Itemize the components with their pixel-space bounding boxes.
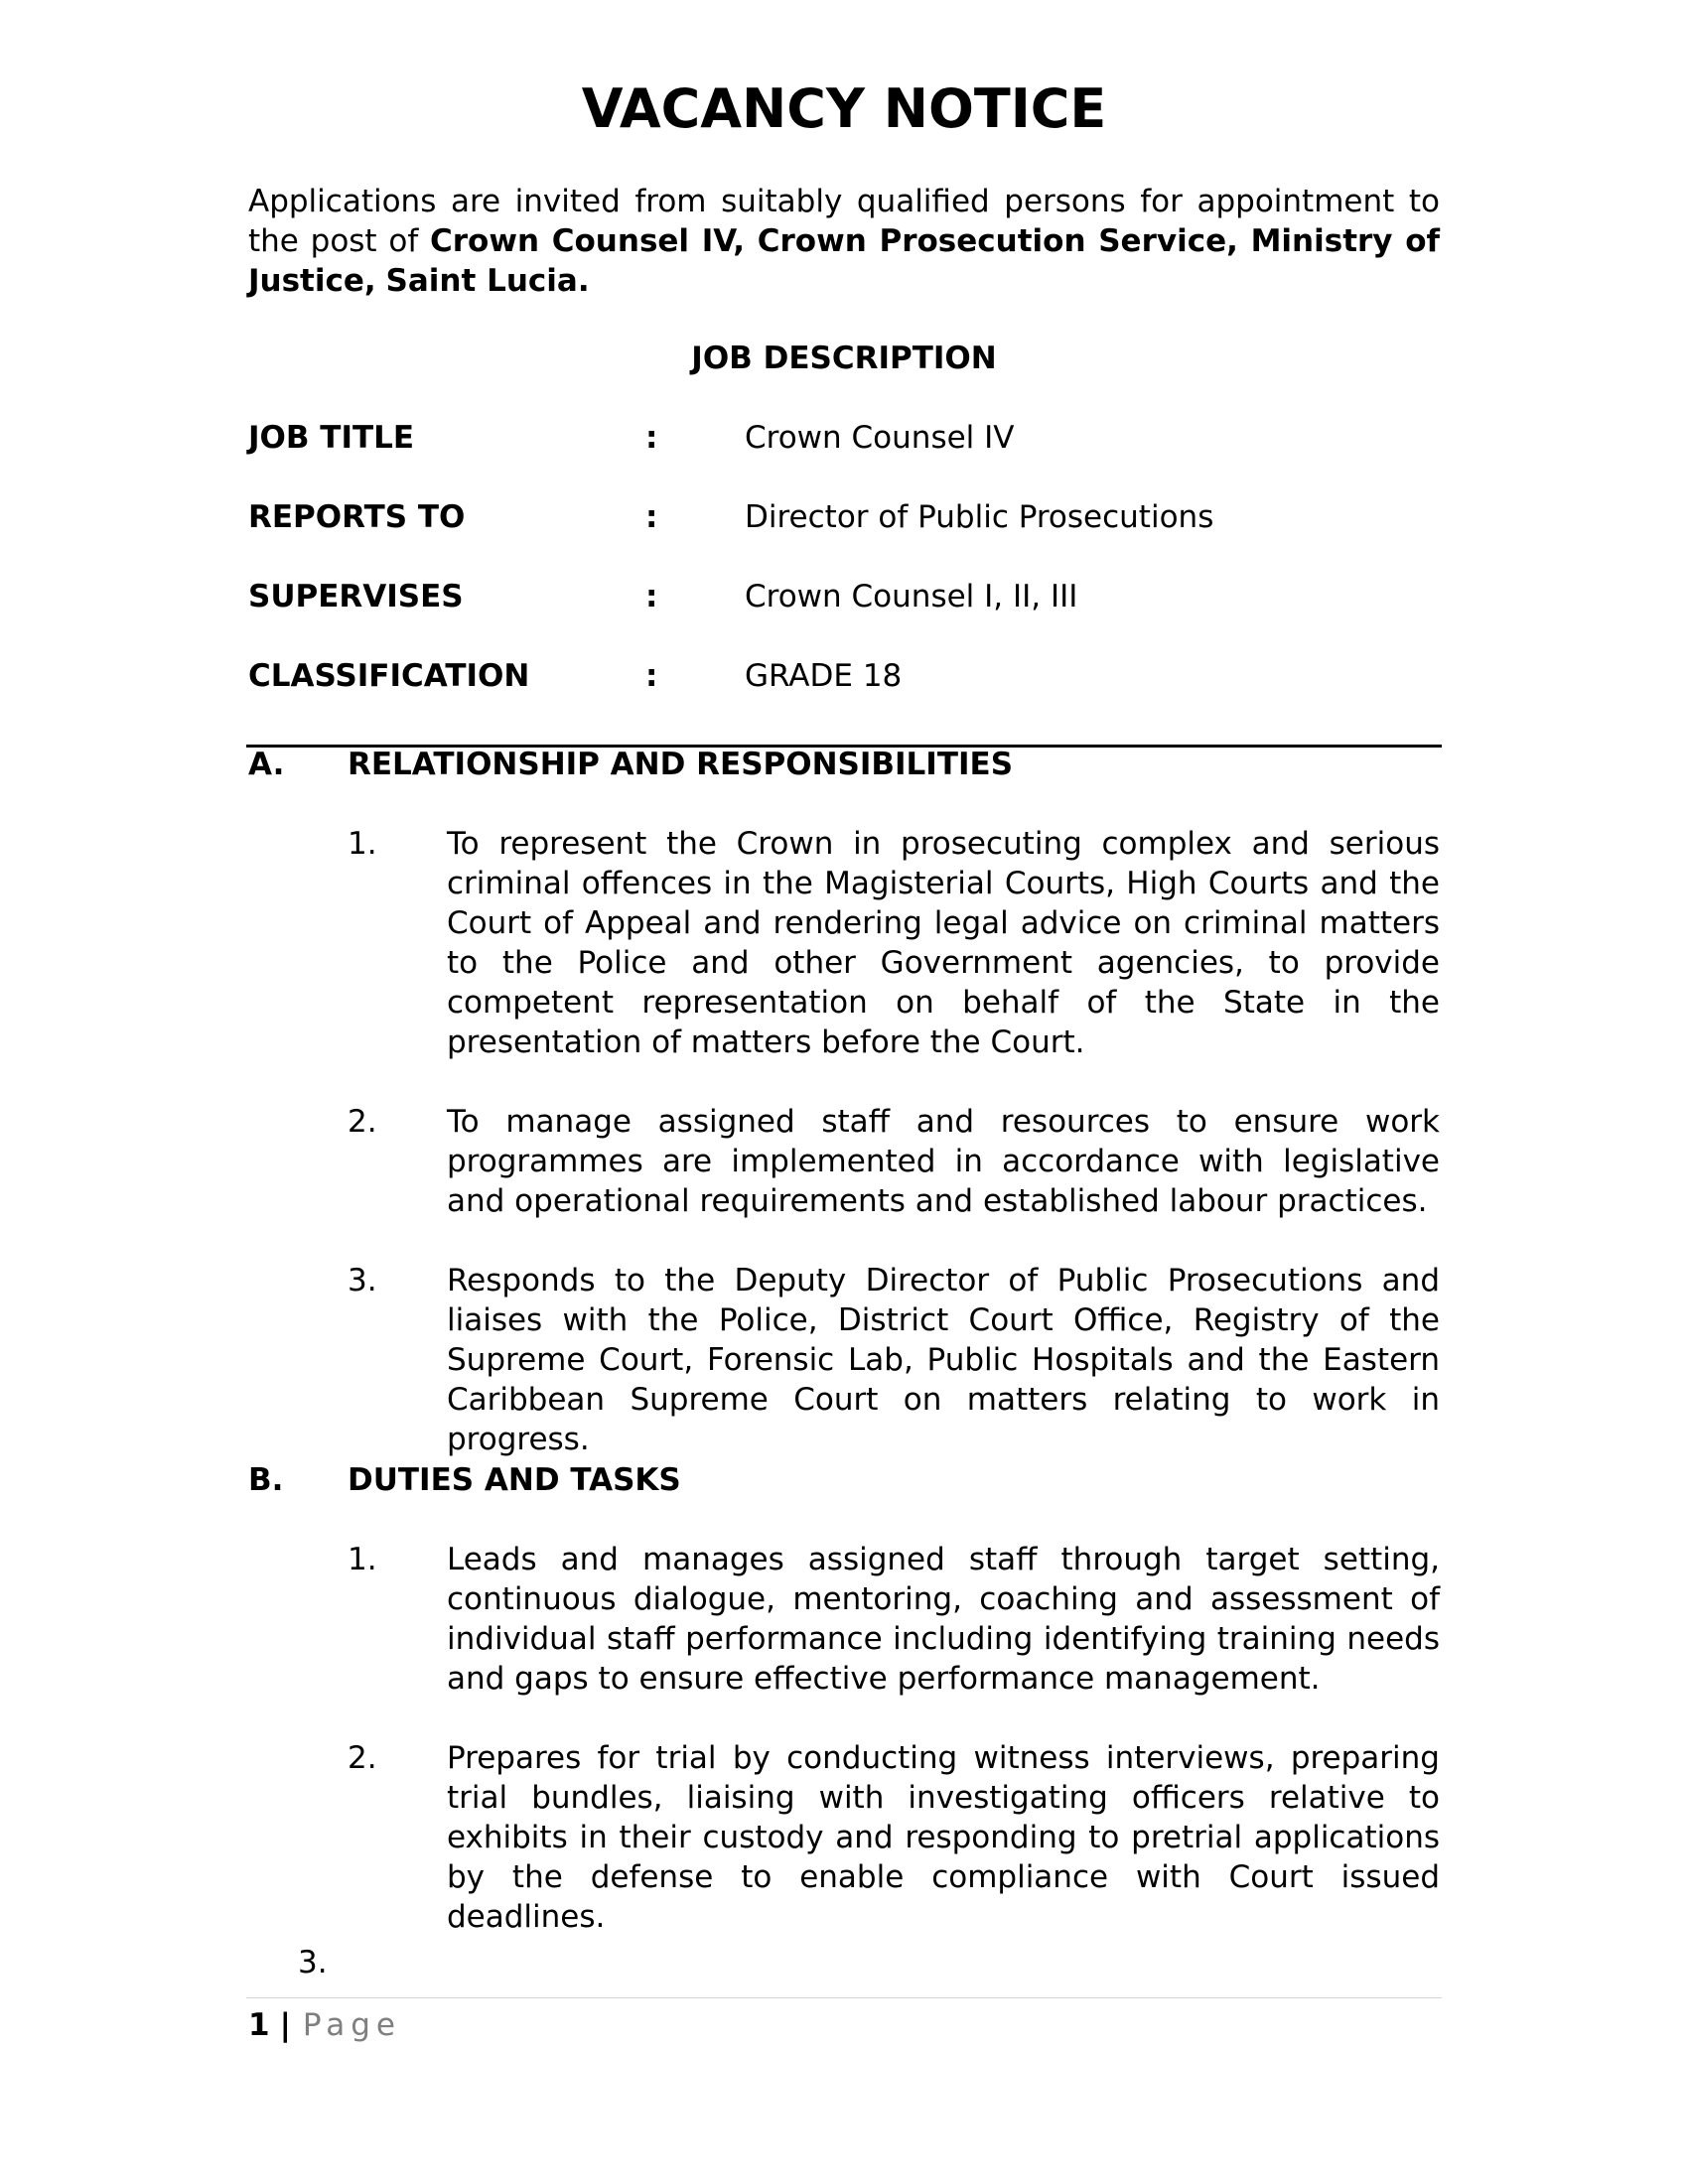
field-value: Crown Counsel I, II, III <box>745 579 1078 614</box>
intro-line: Applications are invited from suitably qualified persons for appointment to the post <box>248 184 1440 259</box>
field-colon: : <box>645 658 658 694</box>
footer-divider <box>246 1997 1442 1998</box>
section-b-heading <box>248 1460 1440 1500</box>
intro-post: Crown Counsel IV, Crown Prosecution Service, Ministry of Justice, <box>248 223 1440 299</box>
item-text: Leads and manages assigned staff through target setting, continuous dialogue, mentoring, coaching and assessment of individual staff performance including identifying training needs and gaps to ensure effective performance management. <box>447 1542 1440 1697</box>
page-label: Page <box>302 2007 401 2043</box>
field-label: REPORTS TO <box>248 499 466 535</box>
field-job-title <box>248 418 1440 458</box>
field-supervises <box>248 577 1440 616</box>
section-title: RELATIONSHIP AND RESPONSIBILITIES <box>348 747 1014 782</box>
item-text: Responds to the Deputy Director of Public Prosecutions and liaises with the Police, District Court Office, Registry of the Supreme Court, Forensic Lab, Public Hospitals and the Eastern Caribbean Supreme Court on matters relating to work in progress. <box>447 1263 1440 1457</box>
field-colon: : <box>645 579 658 614</box>
item-text: To manage assigned staff and resources to ensure work programmes are implemented in accordance with legislative and operational requirements and established labour practices. <box>447 1104 1440 1219</box>
field-label: SUPERVISES <box>248 579 464 614</box>
field-label: JOB TITLE <box>248 420 415 456</box>
section-letter: A. <box>248 747 285 782</box>
item-number: 3. <box>348 1263 377 1298</box>
field-colon: : <box>645 499 658 535</box>
item-number: 2. <box>348 1104 377 1140</box>
item-text: To represent the Crown in prosecuting complex and serious criminal offences in the Magisterial Courts, High Courts and the Court of Appeal and rendering legal advice on criminal matters to the Police and other Government agencies, to provide competent representation on behalf of the State in the presentation of matters before the Court. <box>447 826 1440 1060</box>
trailing-item-number: 3. <box>298 1945 328 1980</box>
field-classification <box>248 656 1440 696</box>
field-colon: : <box>645 420 658 456</box>
field-value: Crown Counsel IV <box>745 420 1015 456</box>
intro-of: of <box>388 223 419 259</box>
footer-separator: | <box>279 2007 291 2043</box>
field-reports-to <box>248 497 1440 537</box>
section-a-heading <box>248 745 1440 784</box>
job-description-heading: JOB DESCRIPTION <box>691 341 997 376</box>
intro-paragraph <box>248 182 1440 301</box>
item-number: 1. <box>348 1542 377 1577</box>
field-label: CLASSIFICATION <box>248 658 530 694</box>
intro-place: Saint Lucia. <box>385 263 590 299</box>
item-number: 2. <box>348 1740 377 1776</box>
item-text: Prepares for trial by conducting witness interviews, preparing trial bundles, liaising with investigating officers relative to exhibits in their custody and responding to pretrial applications by the defense to enable compliance with Court issued deadlines. <box>447 1740 1440 1935</box>
item-number: 1. <box>348 826 377 862</box>
page-footer <box>248 2005 401 2045</box>
page-title: VACANCY NOTICE <box>581 77 1107 140</box>
field-value: Director of Public Prosecutions <box>745 499 1214 535</box>
page-number: 1 <box>248 2007 270 2043</box>
section-letter: B. <box>248 1462 284 1498</box>
section-title: DUTIES AND TASKS <box>348 1462 681 1498</box>
field-value: GRADE 18 <box>745 658 903 694</box>
